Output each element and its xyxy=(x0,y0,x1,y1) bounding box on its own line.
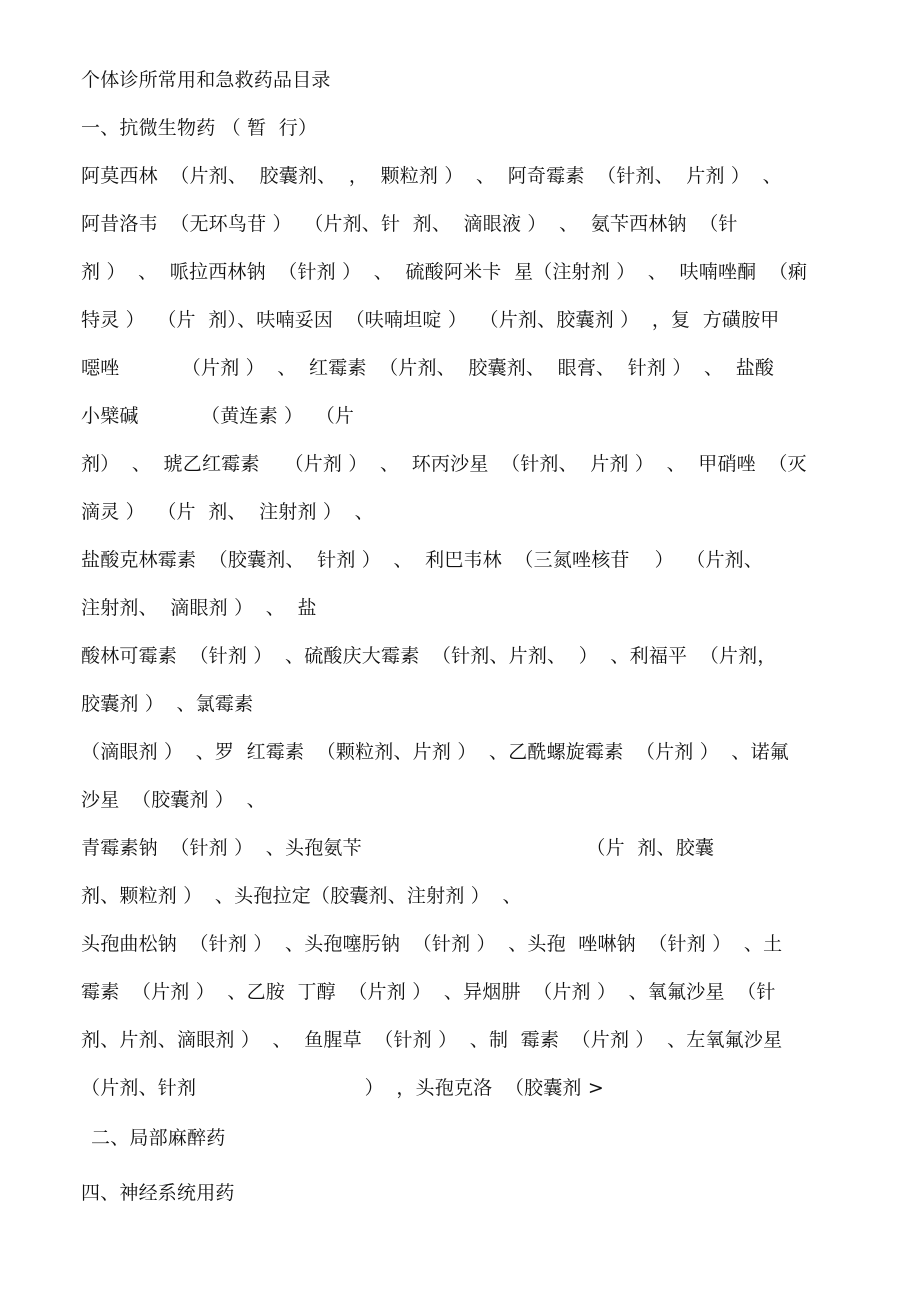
body-line: 头孢曲松钠 （针剂 ） 、头孢噻肟钠 （针剂 ） 、头孢 唑啉钠 （针剂 ） 、土 xyxy=(81,933,783,955)
body-line: 剂 ） 、 哌拉西林钠 （针剂 ） 、 硫酸阿米卡 星（注射剂 ） 、 呋喃唑酮 （痢 xyxy=(81,261,808,283)
body-line: 剂、颗粒剂 ） 、头孢拉定（胶囊剂、注射剂 ） 、 xyxy=(81,885,522,907)
body-line: 盐酸克林霉素 （胶囊剂、 针剂 ） 、 利巴韦林 （三氮唑核苷 ） （片剂、 xyxy=(81,549,764,571)
section-heading-antimicrobial: 一、抗微生物药 （ 暂 行） xyxy=(81,117,318,139)
body-line: 酸林可霉素 （针剂 ） 、硫酸庆大霉素 （针剂、片剂、 ） 、利福平 （片剂， xyxy=(81,645,777,667)
body-line: 霉素 （片剂 ） 、乙胺 丁醇 （片剂 ） 、异烟肼 （片剂 ） 、氧氟沙星 （针 xyxy=(81,981,776,1003)
body-line: 沙星 （胶囊剂 ） 、 xyxy=(81,789,266,811)
body-line: 胶囊剂 ） 、氯霉素 xyxy=(81,693,254,715)
body-line: 滴灵 ） （片 剂、 注射剂 ） 、 xyxy=(81,501,374,523)
body-line: （片剂、针剂 ） ，头孢克洛 （胶囊剂 > xyxy=(81,1077,604,1099)
document-title: 个体诊所常用和急救药品目录 xyxy=(81,69,331,91)
body-line: 噁唑 （片剂 ） 、 红霉素 （片剂、 胶囊剂、 眼膏、 针剂 ） 、 盐酸 xyxy=(81,357,775,379)
body-line: 特灵 ） （片 剂）、呋喃妥因 （呋喃坦啶 ） （片剂、胶囊剂 ） ，复 方磺胺甲 xyxy=(81,309,780,331)
body-line: 阿昔洛韦 （无环鸟苷 ） （片剂、针 剂、 滴眼液 ） 、 氨苄西林钠 （针 xyxy=(81,213,738,235)
body-line: 小檗碱 （黄连素 ） （片 xyxy=(81,405,355,427)
section-heading-nervous-system: 四、神经系统用药 xyxy=(81,1182,235,1204)
section-heading-local-anesthetics: 二、局部麻醉药 xyxy=(91,1127,226,1149)
body-line: 注射剂、 滴眼剂 ） 、 盐 xyxy=(81,597,317,619)
body-line: （滴眼剂 ） 、罗 红霉素 （颗粒剂、片剂 ） 、乙酰螺旋霉素 （片剂 ） 、诺氟 xyxy=(81,741,789,763)
body-line: 青霉素钠 （针剂 ） 、头孢氨苄 （片 剂、胶囊 xyxy=(81,837,715,859)
body-line: 剂） 、 琥乙红霉素 （片剂 ） 、 环丙沙星 （针剂、 片剂 ） 、 甲硝唑 （灭 xyxy=(81,453,807,475)
body-line: 剂、片剂、滴眼剂 ） 、 鱼腥草 （针剂 ） 、制 霉素 （片剂 ） 、左氧氟沙星 xyxy=(81,1029,783,1051)
body-line: 阿莫西林 （片剂、 胶囊剂、 ， 颗粒剂 ） 、 阿奇霉素 （针剂、 片剂 ） 、 xyxy=(81,165,782,187)
